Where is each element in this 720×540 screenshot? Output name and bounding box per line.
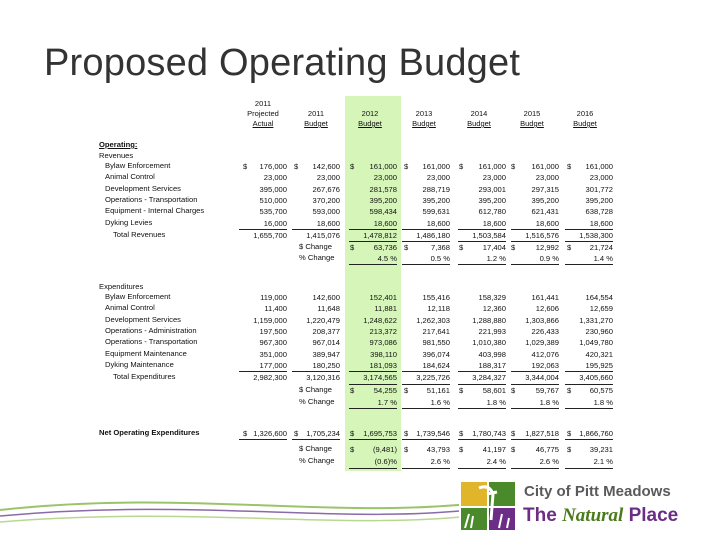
rule-line: [511, 408, 559, 409]
rule-line: [458, 468, 506, 469]
revenue-label: Animal Control: [105, 172, 155, 182]
currency-sign: $: [567, 162, 572, 171]
expenditure-label: Operations - Administration: [105, 325, 197, 335]
table-cell: 3,405,660: [579, 373, 613, 383]
pct-label: % Change: [299, 397, 335, 407]
expenditure-label: Operations - Transportation: [105, 337, 198, 347]
table-cell: 18,600: [589, 218, 613, 228]
column-header: [449, 109, 509, 129]
currency-sign: $: [350, 386, 355, 396]
table-cell: 12,118: [427, 304, 450, 314]
currency-sign: $: [243, 429, 248, 438]
expenditure-label: Dyking Maintenance: [105, 359, 174, 369]
rule-line: [349, 408, 397, 409]
rule-line: [511, 241, 559, 242]
header-line: Budget: [304, 119, 328, 128]
header-line: 2011: [307, 109, 325, 118]
table-cell: 3,284,327: [472, 373, 506, 383]
table-cell: 152,401: [369, 293, 397, 302]
table-cell: 184,624: [422, 360, 450, 370]
table-cell: 7,368: [430, 242, 450, 252]
page-title: Proposed Operating Budget: [44, 42, 521, 84]
table-cell: 4.5 %: [377, 253, 397, 263]
table-cell: 1.4 %: [593, 253, 613, 263]
table-cell: 18,600: [482, 218, 506, 228]
table-cell: 981,550: [422, 338, 450, 348]
rule-line: [349, 439, 397, 440]
currency-sign: $: [404, 445, 409, 454]
table-cell: 1.7 %: [377, 398, 397, 408]
table-cell: 177,000: [259, 360, 287, 370]
table-cell: 1.6 %: [430, 398, 450, 408]
table-cell: 1,220,479: [306, 315, 340, 325]
rule-line: [511, 264, 559, 265]
table-cell: 23,000: [535, 173, 559, 183]
table-cell: 161,000: [369, 162, 397, 171]
table-cell: 17,404: [482, 242, 506, 252]
rule-line: [292, 439, 340, 440]
table-cell: 161,000: [422, 162, 450, 171]
currency-sign: $: [294, 429, 299, 438]
change-label: $ Change: [299, 241, 332, 251]
table-cell: 395,200: [422, 195, 450, 205]
table-cell: 142,600: [312, 293, 340, 302]
expenditures-heading: Expenditures: [99, 282, 144, 291]
table-cell: 23,000: [263, 173, 287, 183]
revenue-label: Bylaw Enforcement: [105, 161, 171, 170]
tag-the: The: [523, 505, 557, 526]
table-cell: 23,000: [316, 173, 340, 183]
table-cell: 1,049,780: [579, 338, 613, 348]
table-cell: 12,659: [589, 304, 613, 314]
table-cell: 281,578: [369, 184, 397, 194]
table-cell: 1,503,584: [472, 230, 506, 240]
table-cell: 161,441: [531, 293, 559, 302]
expenditure-label: Equipment Maintenance: [105, 348, 187, 358]
table-cell: 12,992: [535, 242, 559, 252]
table-cell: 599,631: [422, 207, 450, 217]
header-line: 2014: [470, 109, 488, 118]
currency-sign: $: [459, 386, 464, 396]
revenue-label: Equipment - Internal Charges: [105, 206, 205, 216]
header-line: Budget: [412, 119, 436, 128]
table-cell: 612,780: [478, 207, 506, 217]
table-cell: 1,303,866: [525, 315, 559, 325]
table-cell: 370,200: [312, 195, 340, 205]
table-cell: 181,093: [369, 360, 397, 370]
table-cell: 12,360: [482, 304, 506, 314]
table-cell: 12,606: [535, 304, 559, 314]
column-header: [394, 109, 454, 129]
table-cell: 395,200: [369, 195, 397, 205]
table-cell: 1,262,303: [416, 315, 450, 325]
currency-sign: $: [243, 162, 248, 171]
table-cell: 16,000: [263, 218, 287, 228]
table-cell: 1.2 %: [486, 253, 506, 263]
table-cell: 1,538,300: [579, 230, 613, 240]
rule-line: [458, 408, 506, 409]
table-cell: 1,415,076: [306, 230, 340, 240]
table-cell: 226,433: [531, 326, 559, 336]
rule-line: [565, 384, 613, 385]
table-cell: 142,600: [312, 162, 340, 171]
table-cell: 213,372: [369, 326, 397, 336]
currency-sign: $: [567, 429, 572, 438]
table-cell: 11,400: [264, 304, 287, 314]
table-cell: 1,029,389: [525, 338, 559, 348]
header-line: Budget: [573, 119, 597, 128]
table-cell: 3,225,726: [416, 373, 450, 383]
tag-place: Place: [628, 505, 679, 526]
table-cell: 1.8 %: [539, 398, 559, 408]
table-cell: 1,326,600: [253, 429, 287, 438]
table-cell: 535,700: [259, 207, 287, 217]
currency-sign: $: [511, 445, 516, 454]
table-cell: 11,881: [374, 304, 397, 314]
change-label: $ Change: [299, 385, 332, 395]
table-cell: 412,076: [531, 349, 559, 359]
rule-line: [402, 241, 450, 242]
currency-sign: $: [459, 162, 464, 171]
table-cell: 2.1 %: [593, 457, 613, 466]
revenue-label: Operations - Transportation: [105, 194, 198, 204]
rule-line: [458, 384, 506, 385]
table-cell: 267,676: [312, 184, 340, 194]
rule-line: [565, 408, 613, 409]
header-line: 2011: [254, 99, 272, 108]
table-cell: 1,010,380: [472, 338, 506, 348]
rule-line: [458, 439, 506, 440]
table-cell: 396,074: [422, 349, 450, 359]
rule-line: [458, 264, 506, 265]
table-cell: 230,960: [585, 326, 613, 336]
table-cell: 23,000: [373, 173, 397, 183]
currency-sign: $: [567, 242, 572, 252]
table-cell: 0.5 %: [430, 253, 450, 263]
table-cell: 293,001: [478, 184, 506, 194]
table-cell: 23,000: [482, 173, 506, 183]
rule-line: [402, 468, 450, 469]
table-cell: 54,255: [373, 386, 397, 396]
table-cell: 297,315: [531, 184, 559, 194]
table-cell: 18,600: [535, 218, 559, 228]
table-cell: 2,982,300: [253, 373, 287, 383]
table-cell: 18,600: [316, 218, 340, 228]
table-cell: 1.8 %: [486, 398, 506, 408]
table-cell: 395,200: [478, 195, 506, 205]
table-cell: 3,120,316: [306, 373, 340, 383]
table-cell: 39,231: [589, 445, 613, 454]
rule-line: [565, 468, 613, 469]
table-cell: 176,000: [259, 162, 287, 171]
expenditure-label: Development Services: [105, 314, 181, 324]
currency-sign: $: [294, 162, 299, 171]
table-cell: 395,200: [531, 195, 559, 205]
table-cell: 188,317: [478, 360, 506, 370]
currency-sign: $: [350, 162, 355, 171]
rule-line: [402, 384, 450, 385]
rule-line: [565, 264, 613, 265]
table-cell: 638,728: [585, 207, 613, 217]
table-cell: 23,000: [426, 173, 450, 183]
currency-sign: $: [511, 162, 516, 171]
column-header: [286, 109, 346, 129]
pct-label: % Change: [299, 252, 335, 262]
column-header: [233, 99, 293, 129]
currency-sign: $: [459, 242, 464, 252]
total-revenues-label: Total Revenues: [113, 229, 166, 239]
currency-sign: $: [404, 242, 409, 252]
table-cell: 973,086: [369, 338, 397, 348]
table-cell: 59,767: [535, 386, 559, 396]
expenditure-label: Animal Control: [105, 303, 155, 313]
revenues-heading: Revenues: [99, 151, 134, 160]
table-cell: 621,431: [531, 207, 559, 217]
city-tagline: [523, 505, 678, 527]
header-line: Budget: [358, 119, 382, 128]
header-line: Projected: [247, 109, 279, 118]
currency-sign: $: [350, 429, 355, 438]
table-cell: 18,600: [426, 218, 450, 228]
column-header: [502, 109, 562, 129]
total-expenditures-label: Total Expenditures: [113, 372, 176, 382]
rule-line: [565, 439, 613, 440]
table-cell: 288,719: [422, 184, 450, 194]
table-cell: 192,063: [531, 360, 559, 370]
table-cell: 21,724: [589, 242, 613, 252]
rule-line: [402, 439, 450, 440]
table-cell: 1,739,546: [416, 429, 450, 438]
table-cell: 1,695,753: [363, 429, 397, 438]
revenue-label: Development Services: [105, 183, 181, 193]
currency-sign: $: [459, 429, 464, 438]
currency-sign: $: [511, 386, 516, 396]
table-cell: 1,331,270: [579, 315, 613, 325]
table-cell: 3,174,565: [363, 373, 397, 383]
currency-sign: $: [404, 386, 409, 396]
table-cell: 161,000: [478, 162, 506, 171]
table-cell: 398,110: [370, 349, 397, 359]
rule-line: [511, 468, 559, 469]
table-cell: 41,197: [482, 445, 506, 454]
table-cell: 1,478,812: [363, 230, 397, 240]
pct-label: % Change: [299, 456, 335, 465]
expenditure-label: Bylaw Enforcement: [105, 292, 171, 301]
table-cell: 58,601: [482, 386, 506, 396]
table-cell: 1,159,000: [253, 315, 287, 325]
currency-sign: $: [567, 445, 572, 454]
table-cell: 164,554: [585, 293, 613, 302]
table-cell: 46,775: [535, 445, 559, 454]
header-line: 2015: [523, 109, 541, 118]
highlight-2012-column: [345, 96, 401, 471]
table-cell: 598,434: [369, 207, 397, 217]
rule-line: [565, 241, 613, 242]
table-cell: 1,827,518: [525, 429, 559, 438]
table-cell: 180,250: [312, 360, 340, 370]
table-cell: 1,655,700: [253, 230, 287, 240]
table-cell: 420,321: [585, 349, 613, 359]
table-cell: 351,000: [259, 349, 287, 359]
rule-line: [239, 439, 287, 440]
table-cell: 967,014: [312, 338, 340, 348]
table-cell: 1,780,743: [472, 429, 506, 438]
net-operating-label: Net Operating Expenditures: [99, 428, 200, 437]
header-line: Actual: [252, 119, 274, 128]
table-cell: 197,500: [259, 326, 287, 336]
table-cell: 63,736: [373, 242, 397, 252]
column-header: [555, 109, 615, 129]
table-cell: 60,575: [589, 386, 613, 396]
table-cell: 11,648: [317, 304, 340, 314]
table-cell: 158,329: [478, 293, 506, 302]
currency-sign: $: [511, 242, 516, 252]
budget-table: [93, 96, 615, 471]
city-logo-icon: [459, 480, 517, 532]
table-cell: 1,486,180: [416, 230, 450, 240]
rule-line: [402, 264, 450, 265]
table-cell: 3,344,004: [525, 373, 559, 383]
table-cell: 208,377: [312, 326, 340, 336]
table-cell: 221,993: [478, 326, 506, 336]
currency-sign: $: [567, 386, 572, 396]
table-cell: 1,516,576: [525, 230, 559, 240]
table-cell: 967,300: [259, 338, 287, 348]
table-cell: 1.8 %: [593, 398, 613, 408]
table-cell: 0.9 %: [539, 253, 559, 263]
table-cell: 155,416: [422, 293, 450, 302]
table-cell: 43,793: [426, 445, 450, 454]
table-cell: 2.6 %: [539, 457, 559, 466]
revenue-label: Dyking Levies: [105, 217, 153, 227]
rule-line: [458, 241, 506, 242]
table-cell: 23,000: [589, 173, 613, 183]
table-cell: 403,998: [478, 349, 506, 359]
rule-line: [349, 384, 397, 385]
table-cell: 389,947: [312, 349, 340, 359]
change-label: $ Change: [299, 444, 332, 453]
rule-line: [349, 468, 397, 469]
table-cell: 1,866,760: [579, 429, 613, 438]
table-cell: 119,000: [260, 293, 287, 302]
rule-line: [349, 241, 397, 242]
tag-natural: Natural: [562, 505, 624, 526]
city-name: City of Pitt Meadows: [524, 483, 671, 500]
currency-sign: $: [404, 162, 409, 171]
table-cell: 301,772: [585, 184, 613, 194]
rule-line: [349, 264, 397, 265]
table-cell: 161,000: [531, 162, 559, 171]
table-cell: 161,000: [585, 162, 613, 171]
table-cell: 1,705,234: [306, 429, 340, 438]
currency-sign: $: [350, 242, 355, 252]
table-cell: (0.6)%: [374, 457, 397, 466]
table-cell: 2.4 %: [486, 457, 506, 466]
rule-line: [511, 384, 559, 385]
table-cell: 2.6 %: [430, 457, 450, 466]
rule-line: [402, 408, 450, 409]
table-cell: 510,000: [259, 195, 287, 205]
header-line: Budget: [467, 119, 491, 128]
table-cell: 395,200: [585, 195, 613, 205]
currency-sign: $: [404, 429, 409, 438]
table-cell: 195,925: [585, 360, 613, 370]
table-cell: 395,000: [259, 184, 287, 194]
table-cell: 593,000: [312, 207, 340, 217]
currency-sign: $: [511, 429, 516, 438]
column-header: [340, 109, 400, 129]
table-cell: 18,600: [373, 218, 397, 228]
header-line: Budget: [520, 119, 544, 128]
header-line: 2016: [576, 109, 594, 118]
operating-heading: Operating:: [99, 140, 138, 149]
table-cell: 217,641: [422, 326, 450, 336]
rule-line: [511, 439, 559, 440]
table-cell: (9,481): [372, 445, 397, 454]
header-line: 2012: [361, 109, 379, 118]
table-cell: 51,161: [426, 386, 450, 396]
currency-sign: $: [350, 445, 355, 454]
table-cell: 1,248,622: [363, 315, 397, 325]
currency-sign: $: [459, 445, 464, 454]
header-line: 2013: [415, 109, 433, 118]
table-cell: 1,288,880: [472, 315, 506, 325]
